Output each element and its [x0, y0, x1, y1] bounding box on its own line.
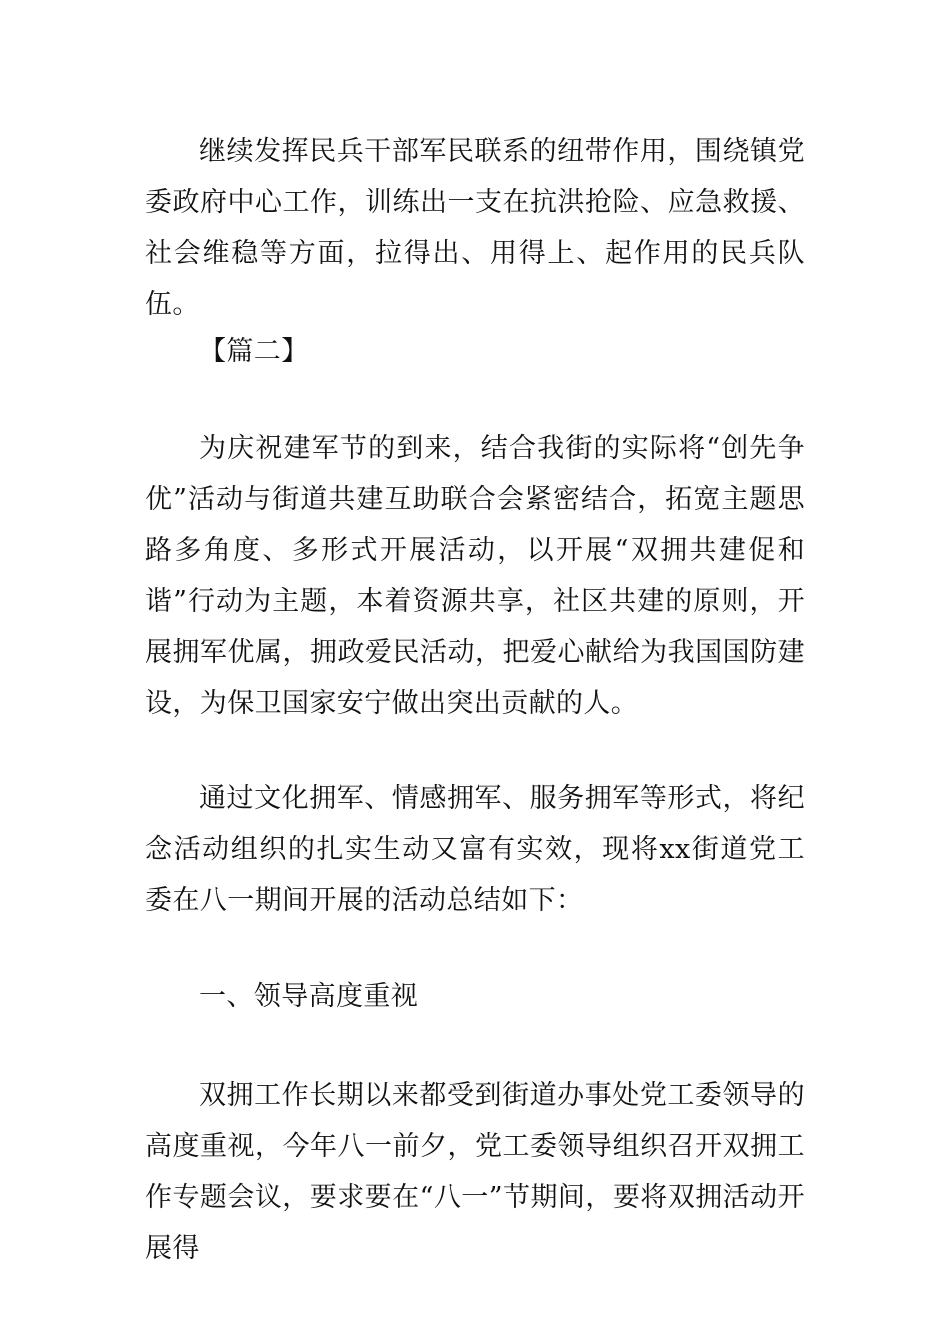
paragraph-army-day: 为庆祝建军节的到来，结合我街的实际将“创先争优”活动与街道共建互助联合会紧密结合，拓宽主题思路多角度、多形式开展活动，以开展“双拥共建促和谐”行动为主题，本着资源共享，社区共建的原则，开展拥军优属，拥政爱民活动，把爱心献给为我国国防建设，为保卫国家安宁做出突出贡献的人。: [145, 433, 805, 719]
section-heading-part-two: 【篇二】: [199, 336, 309, 367]
paragraph-summary-intro: 通过文化拥军、情感拥军、服务拥军等形式，将纪念活动组织的扎实生动又富有实效，现将xx街道党工委在八一期间开展的活动总结如下：: [145, 783, 805, 916]
paragraph-leadership: 双拥工作长期以来都受到街道办事处党工委领导的高度重视，今年八一前夕，党工委领导组织召开双拥工作专题会议，要求要在“八一”节期间，要将双拥活动开展得: [145, 1080, 805, 1264]
paragraph-militia: 继续发挥民兵干部军民联系的纽带作用，围绕镇党委政府中心工作，训练出一支在抗洪抢险、应急救援、社会维稳等方面，拉得出、用得上、起作用的民兵队伍。: [145, 136, 805, 320]
section-heading-leadership: 一、领导高度重视: [199, 981, 419, 1012]
